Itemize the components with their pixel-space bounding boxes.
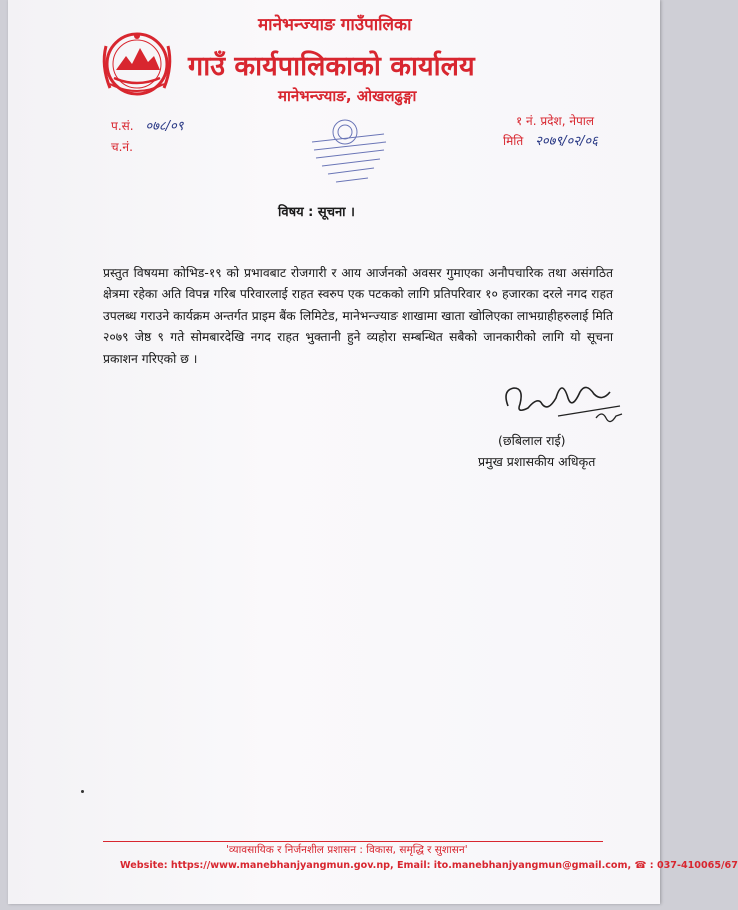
cn-reference — [111, 138, 133, 155]
letter-sheet — [8, 0, 738, 904]
handwritten-signature — [498, 368, 628, 430]
date-label: मिति — [503, 134, 524, 148]
paper-speck — [81, 790, 84, 793]
ps-reference — [111, 116, 184, 134]
signatory-name: (छबिलाल राई) — [498, 433, 566, 448]
ps-value: ०७८/०९ — [145, 119, 184, 134]
letter-subject: विषय : सूचना । — [278, 205, 355, 220]
date-reference — [503, 131, 598, 149]
signatory-title: प्रमुख प्रशासकीय अधिकृत — [478, 454, 596, 469]
office-stamp — [298, 104, 396, 190]
office-address: मानेभन्ज्याङ, ओखलढुङ्गा — [278, 87, 417, 105]
province-label: १ नं. प्रदेश, नेपाल — [516, 114, 595, 128]
ps-label: प.सं. — [111, 119, 134, 133]
municipality-name: मानेभन्ज्याङ गाउँपालिका — [258, 15, 412, 35]
footer-contact: Website: https://www.manebhanjyangmun.gov.np, Email: ito.manebhanjyangmun@gmail.com, ☎ : 037-410065/67 — [120, 860, 738, 871]
notice-body: प्रस्तुत विषयमा कोभिड-१९ को प्रभावबाट रोजगारी र आय आर्जनको अवसर गुमाएका अनौपचारिक तथा असंगठित क्षेत्रमा रहेका अति विपन्न गरिब परिवारलाई राहत स्वरुप एक पटकको लागि प्रतिपरिवार १० हजारका दरले नगद राहत उपलब्ध गराउने कार्यक्रम अन्तर्गत प्राइम बैंक लिमिटेड, मानेभन्ज्याङ शाखामा खाता खोलिएका लाभग्राहीहरुलाई मिति २०७९ जेष्ठ ९ गते सोमबारदेखि नगद राहत भुक्तानी हुने व्यहोरा सम्बन्धित सबैको जानकारीको लागि यो सूचना प्रकाशन गरिएको छ । — [103, 266, 613, 366]
footer-divider — [103, 841, 603, 842]
cn-label: च.नं. — [111, 140, 133, 154]
footer-slogan: 'व्यावसायिक र निर्जनशील प्रशासन : विकास, समृद्धि र सुशासन' — [226, 844, 468, 856]
date-value: २०७९/०२/०६ — [535, 134, 598, 149]
nepal-emblem-logo — [96, 26, 178, 102]
office-name: गाउँ कार्यपालिकाको कार्यालय — [188, 51, 475, 82]
